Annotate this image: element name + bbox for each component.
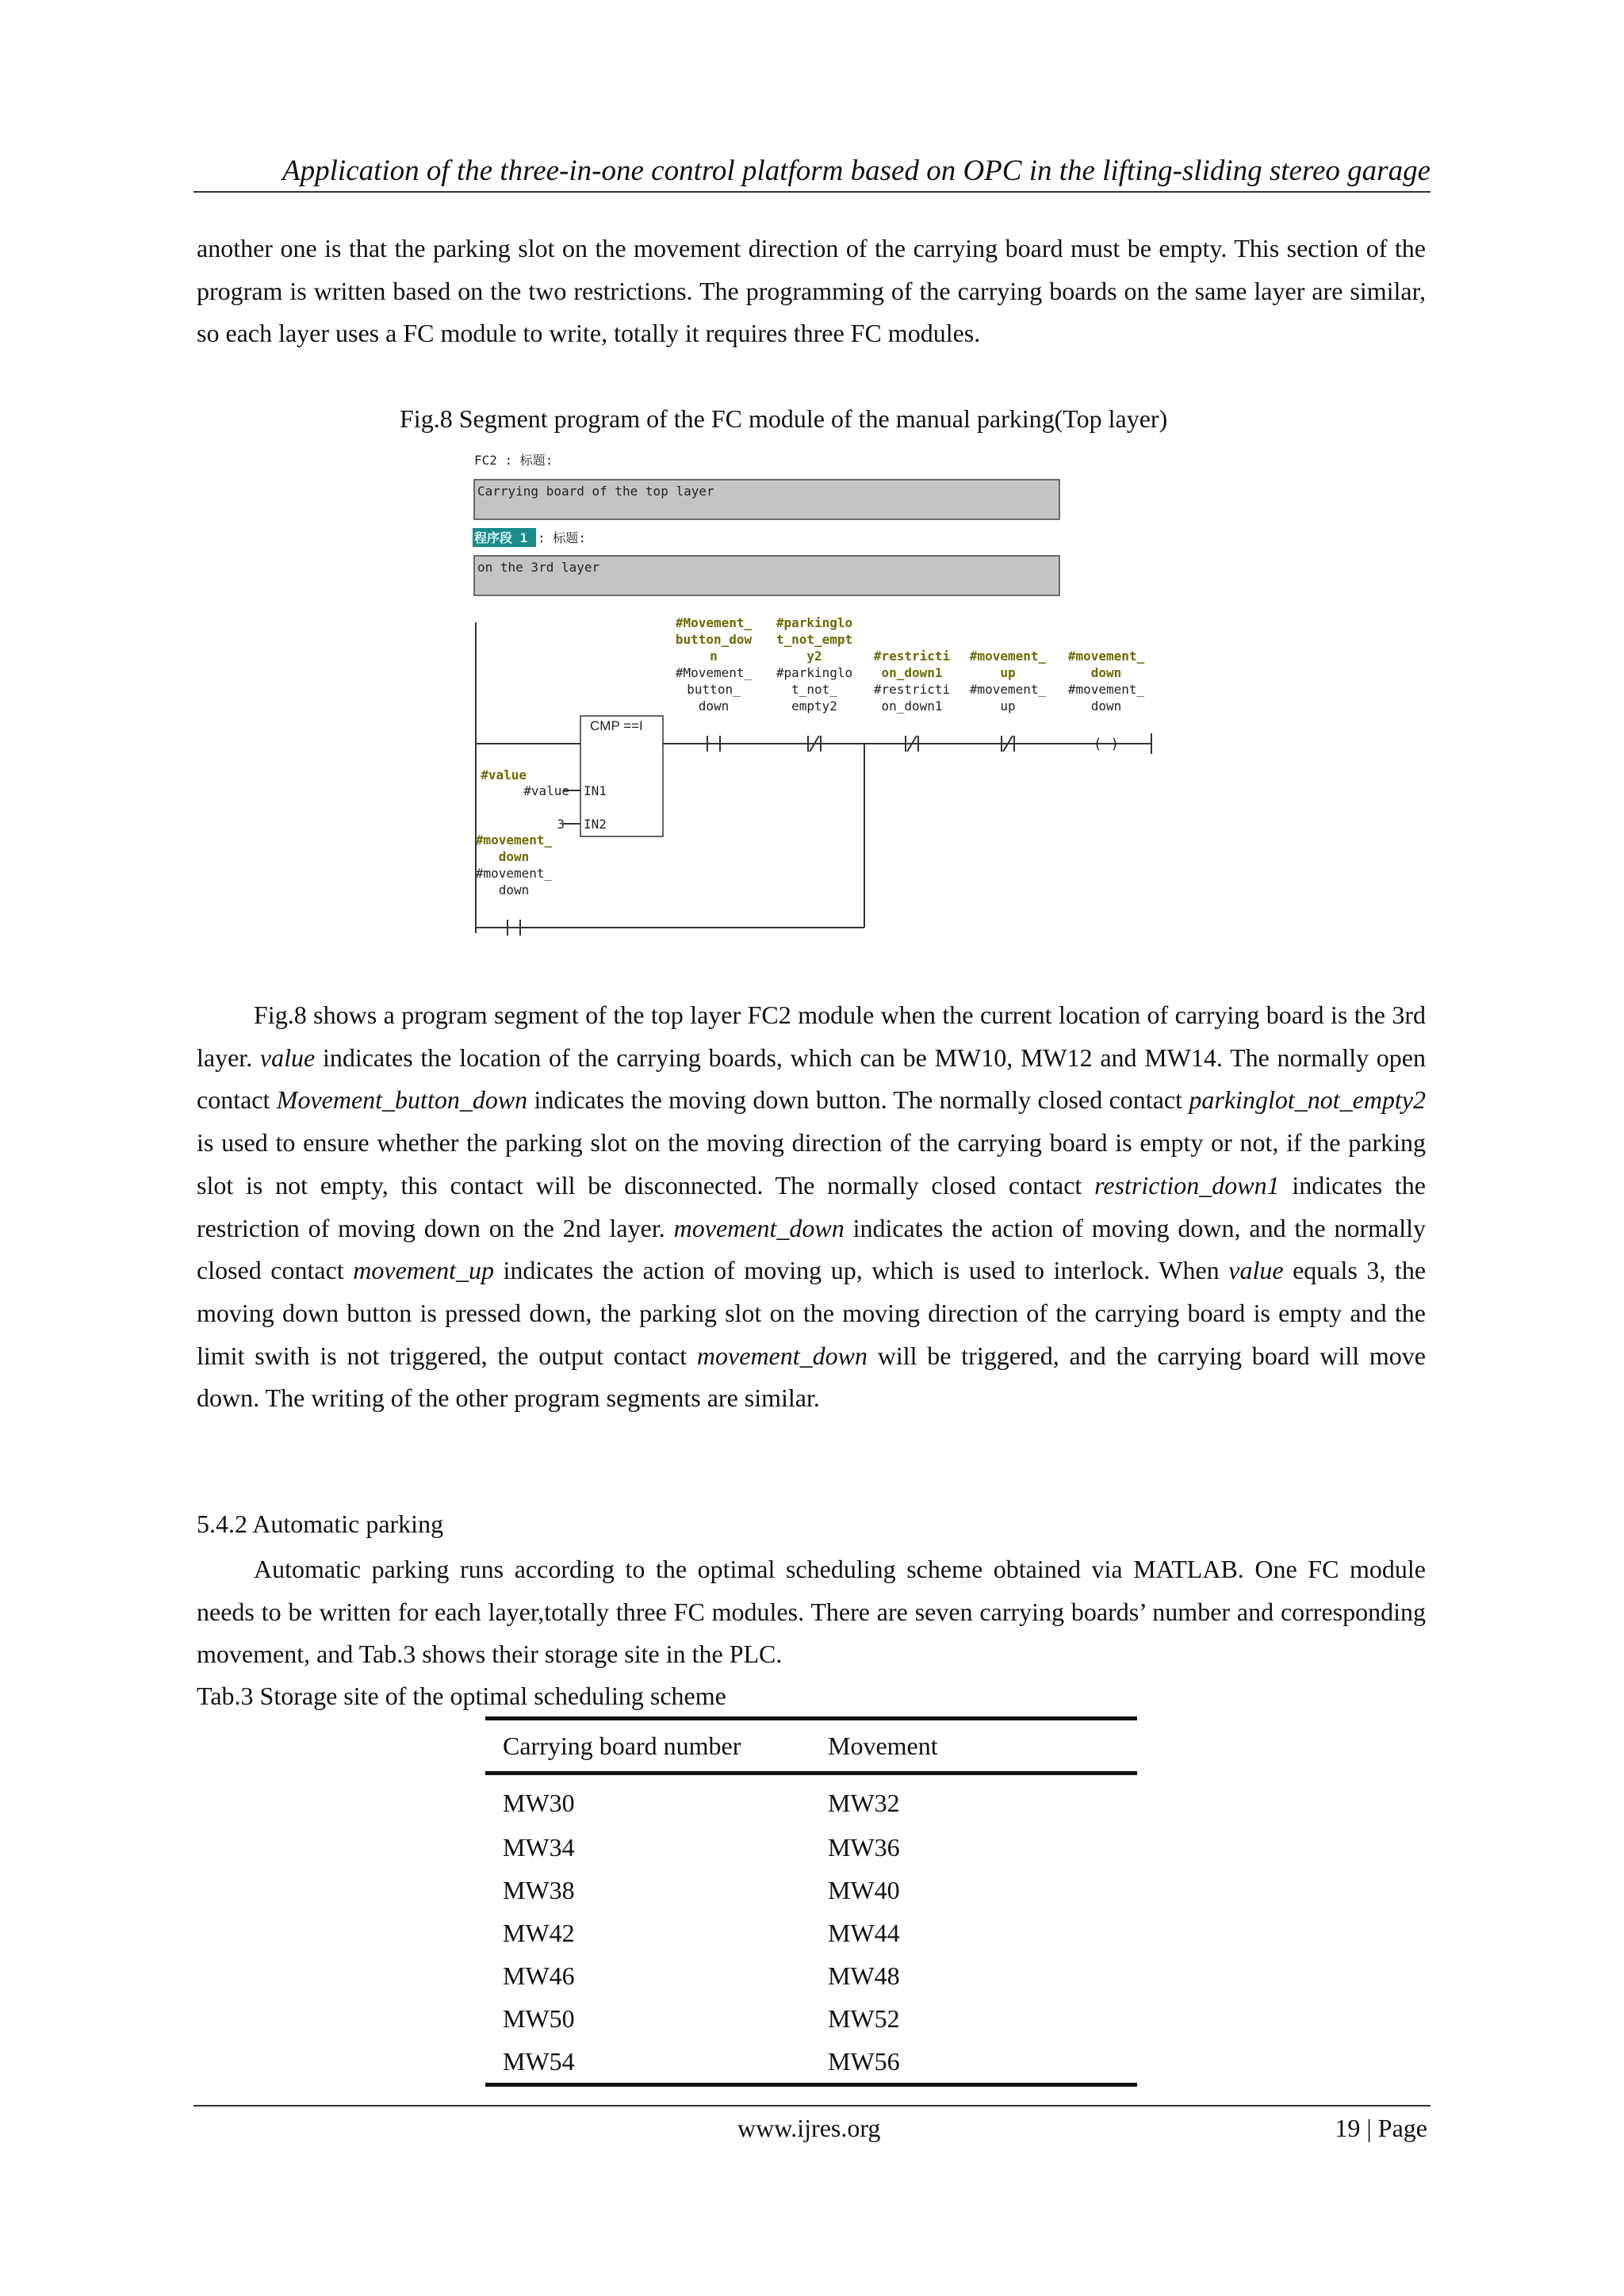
table-caption: Tab.3 Storage site of the optimal scheduling scheme [197,1682,726,1710]
block-comment: Carrying board of the top layer [477,484,714,499]
latch-contact-address-line: #movement_ [475,866,553,881]
latch-contact-symbol-line: down [498,849,530,864]
contact-symbol-line: y2 [806,649,822,664]
contact-symbol-line: button_dow [675,632,753,647]
italic-term: value [259,1043,316,1072]
in1-operand-symbol: #value [481,767,527,783]
carrying-board-cell: MW30 [503,1788,575,1817]
contact-symbol-line: #movement_ [969,649,1047,664]
coil-address-line: down [1090,698,1122,714]
coil-symbol-line: down [1090,665,1122,680]
contact-address-line: #parkinglo [776,665,853,680]
contact-symbol-line: n [710,649,718,664]
table-row [485,1774,1137,1827]
in2-constant: 3 [557,817,565,832]
paragraph-text: indicates the location of the carrying boards, which can be MW10, MW12 and MW14. The normally open contact [197,1043,1427,1115]
storage-site-table [485,1716,1137,2087]
italic-term: movement_down [673,1213,845,1242]
carrying-board-cell: MW46 [503,1961,575,1990]
contact-address-line: #Movement_ [675,665,753,680]
table-row [485,1954,1137,1997]
section-paragraph-text: Automatic parking runs according to the optimal scheduling scheme obtained via MATLAB. One FC module needs to be written for each layer,totally three FC modules. There are seven carrying boards’ number and corresponding movement, and Tab.3 shows their storage site in the PLC. [197,1555,1426,1669]
latch-contact-address-line: down [498,882,530,897]
ladder-diagram-figure [468,448,1166,947]
contact-address-line: up [1000,698,1016,714]
carrying-board-cell: MW34 [503,1832,575,1862]
contact-symbol-line: #restricti [873,649,951,664]
movement-cell: MW52 [828,2003,900,2033]
paragraph-text: indicates the restriction of moving down on the 2nd layer. [197,1170,1427,1242]
paragraph-text: indicates the action of moving down, and the normally closed contact [197,1213,1427,1285]
movement-cell: MW36 [828,1832,900,1862]
contact-address-line: on_down1 [881,698,943,714]
section-title: 5.4.2 Automatic parking [197,1510,444,1538]
intro-paragraph: another one is that the parking slot on the movement direction of the carrying board must be empty. This section of the program is written based on the two restrictions. The programming of the carrying boards on the same layer are similar, so each layer uses a FC module to write, totally it requires three FC modules. [197,234,1426,348]
latch-contact-symbol-line: #movement_ [475,832,553,848]
contact-symbol-line: t_not_empt [776,632,853,647]
movement-cell: MW44 [828,1918,900,1947]
in1-label: IN1 [584,783,607,798]
italic-term: movement_down [696,1341,868,1370]
network-title: : 标题: [538,530,586,545]
footer-divider [193,2105,1431,2107]
contact-symbol-line: up [1000,665,1016,680]
contact-address-line: down [698,698,730,714]
ladder-diagram [468,448,1166,947]
in2-label: IN2 [584,817,607,832]
carrying-board-cell: MW54 [485,2040,810,2085]
contact-symbol-line: #Movement_ [675,615,753,630]
section-paragraph [197,1548,1426,1676]
carrying-board-cell: MW42 [503,1918,575,1947]
carrying-board-cell: MW50 [503,2003,575,2033]
paragraph-text: equals 3, the moving down button is pressed down, the parking slot on the moving direction of the carrying board is empty and the limit swith is not triggered, the output contact [197,1256,1427,1370]
italic-term: movement_up [353,1256,494,1285]
movement-cell: MW32 [828,1788,900,1817]
table-row [485,2040,1137,2085]
coil-symbol-line: #movement_ [1067,649,1145,664]
footer-site: www.ijres.org [737,2114,881,2142]
column-header: Movement [810,1719,1137,1774]
description-paragraph [197,994,1426,1420]
contact-symbol-line: #parkinglo [776,615,853,630]
running-header: Application of the three-in-one control platform based on OPC in the lifting-sliding stereo garage [282,155,1431,187]
cmp-label: CMP ==I [590,718,643,733]
table-row [485,1997,1137,2040]
movement-cell: MW56 [810,2040,1137,2085]
coil-symbol: ( ) [1093,736,1120,752]
contact-symbol-line: on_down1 [881,665,943,680]
paragraph-text: is used to ensure whether the parking slot on the moving direction of the carrying board is empty or not, if the parking slot is not empty, this contact will be disconnected. The normally closed contact [197,1128,1426,1200]
network-label: 程序段 1 [474,530,528,545]
coil-address-line: #movement_ [1067,682,1145,697]
block-title: FC2 : 标题: [474,453,553,468]
network-comment: on the 3rd layer [477,560,600,575]
in1-operand: #value [523,783,569,798]
footer-page-number: 19 | Page [1335,2114,1427,2142]
italic-term: restriction_down1 [1094,1170,1280,1200]
paragraph-text: Fig.8 shows a program segment of the top layer FC2 module when the current location of carrying board is the 3rd layer. [197,1001,1426,1072]
italic-term: value [1228,1256,1284,1285]
contact-address-line: #restricti [873,682,951,697]
paragraph-text: indicates the moving down button. The normally closed contact [527,1085,1189,1115]
movement-cell: MW48 [828,1961,900,1990]
table-row [485,1911,1137,1954]
column-header: Carrying board number [485,1719,810,1774]
contact-address-line: button_ [687,682,741,697]
movement-cell: MW40 [828,1875,900,1904]
figure-caption: Fig.8 Segment program of the FC module of the manual parking(Top layer) [400,404,1168,433]
contact-address-line: t_not_ [791,682,837,697]
contact-address-line: empty2 [791,698,837,714]
header-divider [193,191,1431,193]
table-row [485,1826,1137,1869]
table-row [485,1869,1137,1911]
paragraph-text: will be triggered, and the carrying board will move down. The writing of the other program segments are similar. [197,1341,1426,1413]
contact-address-line: #movement_ [969,682,1047,697]
italic-term: parkinglot_not_empty2 [1189,1085,1427,1115]
carrying-board-cell: MW38 [503,1875,575,1904]
italic-term: Movement_button_down [276,1085,528,1115]
paragraph-text: indicates the action of moving up, which is used to interlock. When [493,1256,1229,1285]
